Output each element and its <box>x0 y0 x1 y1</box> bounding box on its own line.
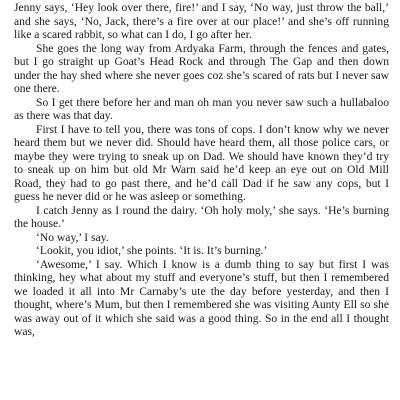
paragraph-4: First I have to tell you, there was tons of cops. I don’t know why we never heard them but we never did. Should have heard them, all those police cars, or maybe they were trying to sneak up on Dad. We should have known they’d try to sneak up on him but old Mr Warn said he’d keep an eye out on Old Mill Road, they had to go past there, and he’d call Dad if he saw any cops, but I guess he never did or he was asleep or something. <box>14 122 389 203</box>
paragraph-7: ‘Lookit, you idiot,’ she points. ‘It is. It’s burning.’ <box>36 244 268 257</box>
paragraph-1: Jenny says, ‘Hey look over there, fire!’ and I say, ‘No way, just throw the ball,’ and she says, ‘No, Jack, there’s a fire over at our place!’ and she’s off running like a scared rabbit, so what can I do, I go after her. <box>14 1 389 41</box>
paragraph-5: I catch Jenny as I round the dairy. ‘Oh holy moly,’ she says. ‘He’s burning the house.’ <box>14 203 389 230</box>
paragraph-2: She goes the long way from Ardyaka Farm, through the fences and gates, but I go straight up Goat’s Head Rock and through The Gap and then down under the hay shed where she never goes coz she’s scared of rats but I never saw one there. <box>14 41 389 95</box>
paragraph-8: ‘Awesome,’ I say. Which I know is a dumb thing to say but first I was thinking, hey what about my stuff and everyone’s stuff, but then I remembered we loaded it all into Mr Carnaby’s ute the day before yesterday, and then I thought, where’s Mum, but then I remembered she was visiting Aunty Ell so she was away out of it which she said was a good thing. So in the end all I thought was, <box>14 257 389 338</box>
paragraph-3: So I get there before her and man oh man you never saw such a hullabaloo as there was that day. <box>14 95 389 122</box>
paragraph-6: ‘No way,’ I say. <box>36 230 109 244</box>
